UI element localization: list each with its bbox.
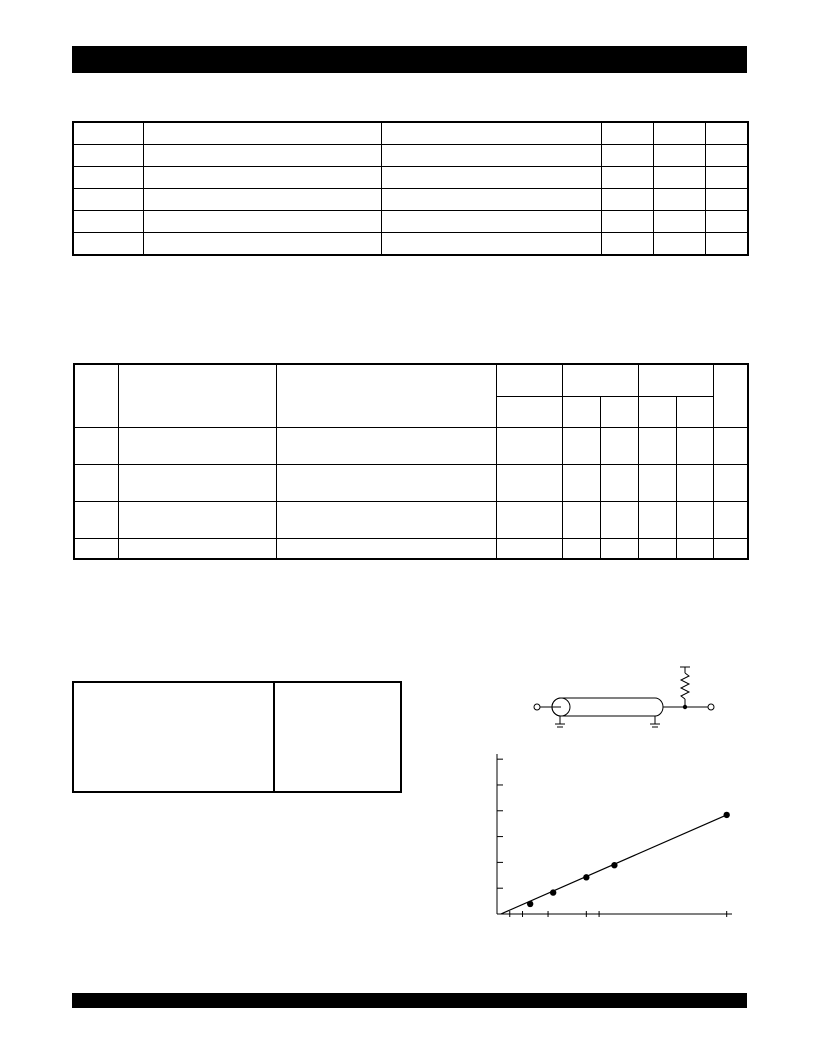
table-1-cell bbox=[601, 211, 653, 233]
table-2-row bbox=[74, 464, 748, 501]
table-1-cell bbox=[381, 189, 601, 211]
table-1-cell bbox=[705, 233, 748, 256]
table-1-row bbox=[73, 189, 748, 211]
table-1-header-row bbox=[73, 122, 748, 145]
timing-box-divider bbox=[273, 683, 275, 791]
table-1-cell bbox=[653, 145, 705, 167]
table-2-group-header bbox=[562, 364, 638, 396]
table-2-cell bbox=[600, 464, 638, 501]
table-2-cell bbox=[638, 538, 676, 559]
table-2-cell bbox=[118, 538, 276, 559]
table-2-cell bbox=[496, 427, 562, 464]
table-2-cell bbox=[118, 427, 276, 464]
table-1-cell bbox=[653, 233, 705, 256]
table-2-subheader-cell bbox=[600, 396, 638, 427]
table-2-row bbox=[74, 501, 748, 538]
pull-up-resistor bbox=[681, 673, 689, 699]
table-2-cell bbox=[118, 464, 276, 501]
data-point bbox=[611, 862, 617, 868]
table-2-cell bbox=[713, 501, 748, 538]
table-1-cell bbox=[73, 122, 143, 145]
table-1-cell bbox=[73, 145, 143, 167]
output-terminal bbox=[708, 704, 714, 710]
table-1-cell bbox=[143, 233, 381, 256]
table-2-header-cell bbox=[496, 364, 562, 396]
table-2-subheader-cell bbox=[676, 396, 713, 427]
table-2-cell bbox=[118, 501, 276, 538]
delay-vs-load-chart bbox=[488, 748, 744, 924]
table-1-cell bbox=[705, 122, 748, 145]
table-2-cell bbox=[276, 501, 496, 538]
table-2-header-cell bbox=[74, 364, 118, 427]
characteristics-table bbox=[73, 363, 749, 560]
data-point bbox=[583, 874, 589, 880]
table-2-cell bbox=[600, 538, 638, 559]
table-2-subheader-cell bbox=[496, 396, 562, 427]
table-1-row bbox=[73, 145, 748, 167]
table-1-cell bbox=[381, 211, 601, 233]
table-2-subheader-cell bbox=[638, 396, 676, 427]
table-1-cell bbox=[653, 122, 705, 145]
header-bar bbox=[72, 46, 747, 73]
table-2-cell bbox=[562, 501, 600, 538]
table-2-cell bbox=[638, 427, 676, 464]
data-point bbox=[723, 812, 729, 818]
table-1-cell bbox=[653, 189, 705, 211]
table-1-cell bbox=[705, 145, 748, 167]
table-2-cell bbox=[562, 464, 600, 501]
spec-table bbox=[72, 121, 749, 256]
table-2-cell bbox=[74, 501, 118, 538]
table-1-cell bbox=[705, 189, 748, 211]
table-2-cell bbox=[676, 501, 713, 538]
table-1-cell bbox=[143, 189, 381, 211]
table-2-cell bbox=[638, 464, 676, 501]
table-2-cell bbox=[496, 538, 562, 559]
data-point bbox=[550, 889, 556, 895]
table-2-cell bbox=[562, 538, 600, 559]
data-point bbox=[527, 901, 533, 907]
table-2-cell bbox=[676, 464, 713, 501]
table-1-cell bbox=[143, 122, 381, 145]
table-1-cell bbox=[601, 167, 653, 189]
table-2-cell bbox=[713, 427, 748, 464]
table-1-cell bbox=[73, 167, 143, 189]
table-1-cell bbox=[143, 145, 381, 167]
table-2-cell bbox=[713, 538, 748, 559]
table-1-cell bbox=[381, 122, 601, 145]
table-2-cell bbox=[276, 464, 496, 501]
table-1-row bbox=[73, 233, 748, 256]
table-1-cell bbox=[601, 145, 653, 167]
footer-bar bbox=[72, 993, 747, 1008]
table-2-cell bbox=[74, 464, 118, 501]
input-terminal bbox=[534, 704, 540, 710]
table-2-cell bbox=[676, 538, 713, 559]
table-1-cell bbox=[73, 211, 143, 233]
table-2-header-cell bbox=[276, 364, 496, 427]
coax-cable-body bbox=[552, 698, 663, 716]
table-1-row bbox=[73, 167, 748, 189]
table-2-cell bbox=[74, 427, 118, 464]
table-2-cell bbox=[638, 501, 676, 538]
table-2-cell bbox=[562, 427, 600, 464]
table-2-row bbox=[74, 538, 748, 559]
table-1-cell bbox=[73, 233, 143, 256]
table-1-cell bbox=[601, 233, 653, 256]
table-2-cell bbox=[276, 538, 496, 559]
table-2-header-cell bbox=[118, 364, 276, 427]
table-1-row bbox=[73, 211, 748, 233]
table-1-cell bbox=[653, 211, 705, 233]
table-2-cell bbox=[74, 538, 118, 559]
transmission-line-schematic bbox=[530, 660, 720, 735]
junction-dot bbox=[683, 705, 687, 709]
table-2-cell bbox=[600, 501, 638, 538]
table-2-cell bbox=[600, 427, 638, 464]
table-1-cell bbox=[705, 211, 748, 233]
table-1-cell bbox=[381, 145, 601, 167]
table-1-cell bbox=[653, 167, 705, 189]
table-2-header-cell bbox=[713, 364, 748, 427]
table-1-cell bbox=[143, 167, 381, 189]
table-1-cell bbox=[381, 233, 601, 256]
table-1-cell bbox=[73, 189, 143, 211]
table-1-cell bbox=[601, 189, 653, 211]
table-2-subheader-cell bbox=[562, 396, 600, 427]
table-2-cell bbox=[676, 427, 713, 464]
table-2-cell bbox=[713, 464, 748, 501]
table-2-row bbox=[74, 427, 748, 464]
table-2-cell bbox=[276, 427, 496, 464]
table-1-cell bbox=[143, 211, 381, 233]
table-2-cell bbox=[496, 464, 562, 501]
table-2-group-header bbox=[638, 364, 713, 396]
table-1-cell bbox=[601, 122, 653, 145]
table-2-cell bbox=[496, 501, 562, 538]
table-1-cell bbox=[381, 167, 601, 189]
timing-parameters-box bbox=[72, 681, 402, 793]
table-1-cell bbox=[705, 167, 748, 189]
